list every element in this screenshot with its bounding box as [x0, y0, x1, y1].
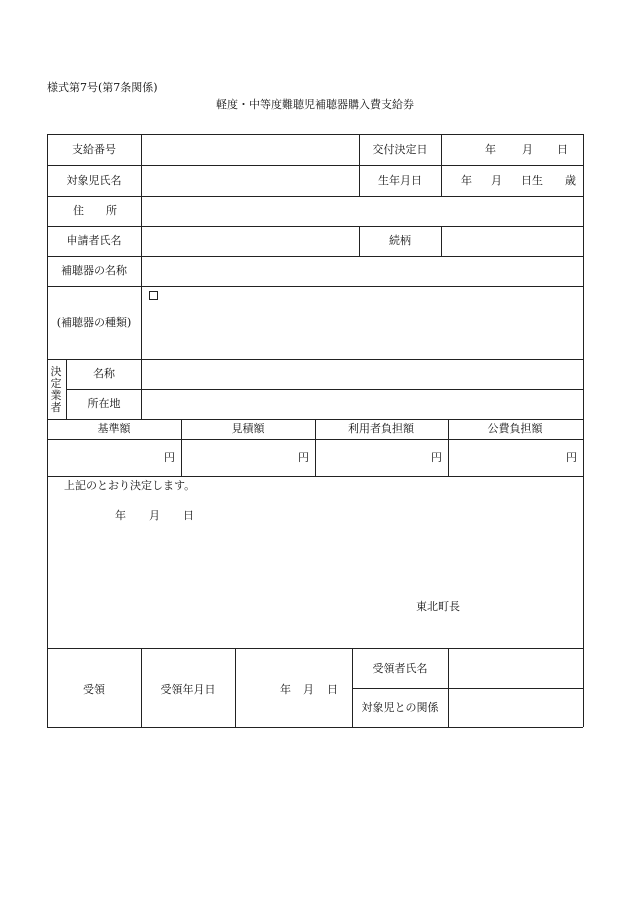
birthdate-month: 月 — [491, 174, 502, 187]
relation-to-child-field[interactable] — [450, 690, 581, 726]
decision-date-day-text: 日 — [183, 509, 194, 522]
row-line — [47, 256, 583, 257]
vendor-name-label: 名称 — [93, 367, 115, 380]
applicant-name-label: 申請者氏名 — [66, 234, 122, 247]
relation-to-child-label: 対象児との関係 — [361, 701, 439, 714]
cost-header-base: 基準額 — [97, 422, 131, 435]
table-border-right — [583, 134, 584, 727]
col-line — [66, 359, 67, 419]
cost-unit-estimate: 円 — [298, 451, 309, 464]
decision-statement: 上記のとおり決定します。 — [64, 479, 196, 492]
col-line — [448, 419, 449, 476]
row-line — [47, 359, 583, 360]
vendor-label-char: 決 — [50, 365, 62, 378]
col-line — [235, 648, 236, 727]
vendor-address-label: 所在地 — [87, 397, 121, 410]
form-number: 様式第7号(第7条関係) — [47, 81, 158, 94]
row-line — [47, 165, 583, 166]
vendor-label-char: 者 — [50, 401, 62, 414]
cost-header-estimate: 見積額 — [231, 422, 265, 435]
table-border-top — [47, 134, 583, 135]
decision-date-year: 年 — [485, 143, 496, 156]
row-line — [47, 226, 583, 227]
decision-date-year-text: 年 — [115, 509, 126, 522]
receipt-date-label: 受領年月日 — [160, 683, 216, 696]
payment-number-label: 支給番号 — [72, 143, 116, 156]
vendor-label-char: 定 — [50, 377, 62, 390]
decision-date-day: 日 — [557, 143, 568, 156]
decision-date-month: 月 — [522, 143, 533, 156]
page-title: 軽度・中等度難聴児補聴器購入費支給券 — [216, 98, 414, 111]
receipt-date-day: 日 — [327, 683, 338, 696]
row-line — [47, 196, 583, 197]
col-line — [359, 134, 360, 196]
cost-unit-public-share: 円 — [566, 451, 577, 464]
row-line — [47, 286, 583, 287]
receiver-name-field[interactable] — [450, 650, 581, 687]
birthdate-label: 生年月日 — [378, 174, 422, 187]
address-field[interactable] — [143, 198, 581, 225]
col-line — [352, 648, 353, 727]
col-line — [141, 648, 142, 727]
vendor-label — [49, 366, 63, 414]
receiver-name-label: 受領者氏名 — [372, 662, 428, 675]
device-name-field[interactable] — [143, 258, 581, 285]
row-line — [352, 688, 583, 689]
col-line — [441, 134, 442, 196]
row-line — [47, 476, 583, 477]
relationship-field[interactable] — [443, 228, 581, 255]
relationship-label: 続柄 — [389, 234, 411, 247]
vendor-label-char: 業 — [50, 389, 62, 402]
cost-header-user-share: 利用者負担額 — [348, 422, 414, 435]
row-line — [47, 648, 583, 649]
applicant-name-field[interactable] — [143, 228, 357, 255]
row-line — [66, 389, 583, 390]
signer-title: 東北町長 — [416, 600, 460, 613]
cost-unit-base: 円 — [164, 451, 175, 464]
cost-unit-user-share: 円 — [431, 451, 442, 464]
birthdate-age: 歳 — [565, 174, 576, 187]
vendor-address-field[interactable] — [143, 391, 581, 418]
device-type-label: (補聴器の種類) — [56, 316, 132, 329]
decision-date-month-text: 月 — [149, 509, 160, 522]
birthdate-day-born: 日生 — [521, 174, 543, 187]
device-type-checkbox[interactable] — [149, 291, 158, 300]
payment-number-field[interactable] — [143, 136, 357, 164]
col-line — [441, 226, 442, 256]
col-line — [141, 134, 142, 419]
col-line — [448, 648, 449, 727]
col-line — [315, 419, 316, 476]
col-line — [181, 419, 182, 476]
vendor-name-field[interactable] — [143, 361, 581, 388]
table-border-bottom — [47, 727, 583, 728]
cost-header-public-share: 公費負担額 — [487, 422, 543, 435]
receipt-label: 受領 — [83, 683, 105, 696]
table-border-left — [47, 134, 48, 727]
device-name-label: 補聴器の名称 — [61, 264, 127, 277]
receipt-date-year: 年 — [280, 683, 291, 696]
child-name-label: 対象児氏名 — [66, 174, 122, 187]
address-label-2: 所 — [106, 204, 117, 217]
address-label-1: 住 — [73, 204, 84, 217]
birthdate-year: 年 — [461, 174, 472, 187]
decision-date-label: 交付決定日 — [372, 143, 428, 156]
col-line — [359, 226, 360, 256]
child-name-field[interactable] — [143, 167, 357, 195]
receipt-date-month: 月 — [303, 683, 314, 696]
